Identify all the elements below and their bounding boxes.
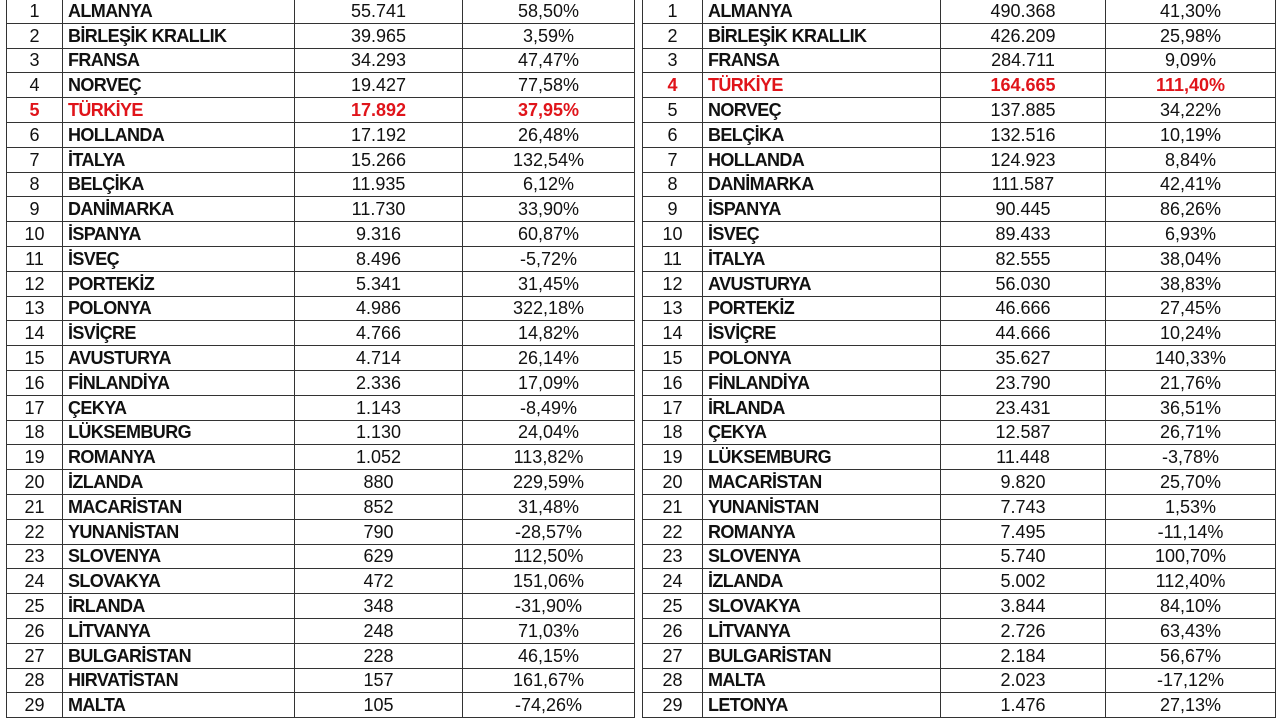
country-cell: İTALYA: [63, 147, 295, 172]
table-row: [7, 693, 635, 718]
country-cell: LÜKSEMBURG: [63, 420, 295, 445]
country-cell: İSVEÇ: [63, 246, 295, 271]
table-row: [643, 370, 1276, 395]
count-cell: 284.711: [941, 48, 1106, 73]
count-cell: 4.766: [295, 321, 463, 346]
rank-cell: 4: [643, 73, 703, 98]
rank-cell: 12: [643, 271, 703, 296]
count-cell: 12.587: [941, 420, 1106, 445]
table-row: [643, 544, 1276, 569]
table-row: [7, 470, 635, 495]
count-cell: 1.130: [295, 420, 463, 445]
country-cell: İSVEÇ: [703, 222, 941, 247]
rank-cell: 18: [643, 420, 703, 445]
count-cell: 472: [295, 569, 463, 594]
table-row: [7, 197, 635, 222]
count-cell: 164.665: [941, 73, 1106, 98]
table-row: [643, 618, 1276, 643]
change-cell: 77,58%: [463, 73, 635, 98]
count-cell: 23.790: [941, 370, 1106, 395]
rank-cell: 2: [7, 23, 63, 48]
change-cell: 38,04%: [1106, 246, 1276, 271]
count-cell: 17.192: [295, 122, 463, 147]
count-cell: 9.820: [941, 470, 1106, 495]
count-cell: 1.143: [295, 395, 463, 420]
change-cell: 111,40%: [1106, 73, 1276, 98]
table-row: [7, 618, 635, 643]
change-cell: 42,41%: [1106, 172, 1276, 197]
change-cell: 38,83%: [1106, 271, 1276, 296]
rank-cell: 26: [643, 618, 703, 643]
country-cell: İSVİÇRE: [63, 321, 295, 346]
count-cell: 629: [295, 544, 463, 569]
count-cell: 39.965: [295, 23, 463, 48]
change-cell: -3,78%: [1106, 445, 1276, 470]
rank-cell: 24: [643, 569, 703, 594]
rank-cell: 14: [643, 321, 703, 346]
country-cell: İTALYA: [703, 246, 941, 271]
table-row: [643, 222, 1276, 247]
count-cell: 90.445: [941, 197, 1106, 222]
country-cell: İZLANDA: [63, 470, 295, 495]
table-row: [643, 147, 1276, 172]
right-ranking-table: [642, 0, 1275, 718]
change-cell: 6,12%: [463, 172, 635, 197]
count-cell: 3.844: [941, 594, 1106, 619]
count-cell: 55.741: [295, 0, 463, 23]
country-cell: İSPANYA: [703, 197, 941, 222]
country-cell: LETONYA: [703, 693, 941, 718]
change-cell: -74,26%: [463, 693, 635, 718]
table-row: [643, 197, 1276, 222]
count-cell: 105: [295, 693, 463, 718]
country-cell: NORVEÇ: [703, 98, 941, 123]
count-cell: 11.935: [295, 172, 463, 197]
count-cell: 11.448: [941, 445, 1106, 470]
count-cell: 56.030: [941, 271, 1106, 296]
table-row: [643, 172, 1276, 197]
rank-cell: 19: [7, 445, 63, 470]
country-cell: LÜKSEMBURG: [703, 445, 941, 470]
table-row: [643, 246, 1276, 271]
change-cell: 71,03%: [463, 618, 635, 643]
count-cell: 5.002: [941, 569, 1106, 594]
country-cell: HIRVATİSTAN: [63, 668, 295, 693]
country-cell: ALMANYA: [703, 0, 941, 23]
change-cell: -11,14%: [1106, 519, 1276, 544]
change-cell: 56,67%: [1106, 643, 1276, 668]
country-cell: BULGARİSTAN: [63, 643, 295, 668]
rank-cell: 11: [643, 246, 703, 271]
change-cell: 47,47%: [463, 48, 635, 73]
table-row: [7, 271, 635, 296]
table-row: [643, 0, 1276, 23]
rank-cell: 17: [643, 395, 703, 420]
change-cell: -8,49%: [463, 395, 635, 420]
table-row: [7, 643, 635, 668]
country-cell: İSVİÇRE: [703, 321, 941, 346]
count-cell: 137.885: [941, 98, 1106, 123]
table-row: [643, 98, 1276, 123]
rank-cell: 20: [7, 470, 63, 495]
count-cell: 880: [295, 470, 463, 495]
count-cell: 348: [295, 594, 463, 619]
change-cell: 26,48%: [463, 122, 635, 147]
right-table-body: [643, 0, 1276, 718]
change-cell: 8,84%: [1106, 147, 1276, 172]
country-cell: MALTA: [703, 668, 941, 693]
table-row: [7, 395, 635, 420]
change-cell: 31,48%: [463, 494, 635, 519]
country-cell: İZLANDA: [703, 569, 941, 594]
count-cell: 111.587: [941, 172, 1106, 197]
change-cell: 3,59%: [463, 23, 635, 48]
rank-cell: 28: [7, 668, 63, 693]
change-cell: 24,04%: [463, 420, 635, 445]
country-cell: ROMANYA: [703, 519, 941, 544]
country-cell: FRANSA: [703, 48, 941, 73]
table-row: [7, 246, 635, 271]
rank-cell: 19: [643, 445, 703, 470]
change-cell: 10,24%: [1106, 321, 1276, 346]
count-cell: 7.495: [941, 519, 1106, 544]
table-row: [7, 0, 635, 23]
rank-cell: 28: [643, 668, 703, 693]
rank-cell: 13: [7, 296, 63, 321]
count-cell: 1.052: [295, 445, 463, 470]
count-cell: 132.516: [941, 122, 1106, 147]
change-cell: 132,54%: [463, 147, 635, 172]
change-cell: 322,18%: [463, 296, 635, 321]
rank-cell: 29: [7, 693, 63, 718]
rank-cell: 7: [7, 147, 63, 172]
change-cell: 112,50%: [463, 544, 635, 569]
table-row: [7, 668, 635, 693]
country-cell: İSPANYA: [63, 222, 295, 247]
country-cell: İRLANDA: [63, 594, 295, 619]
change-cell: 41,30%: [1106, 0, 1276, 23]
table-row: [7, 594, 635, 619]
count-cell: 89.433: [941, 222, 1106, 247]
table-row: [643, 122, 1276, 147]
change-cell: 21,76%: [1106, 370, 1276, 395]
change-cell: 27,45%: [1106, 296, 1276, 321]
rank-cell: 24: [7, 569, 63, 594]
table-row: [643, 48, 1276, 73]
rank-cell: 7: [643, 147, 703, 172]
left-ranking-table: [6, 0, 634, 718]
country-cell: POLONYA: [63, 296, 295, 321]
rank-cell: 1: [7, 0, 63, 23]
country-cell: DANİMARKA: [63, 197, 295, 222]
count-cell: 9.316: [295, 222, 463, 247]
rank-cell: 21: [643, 494, 703, 519]
count-cell: 11.730: [295, 197, 463, 222]
rank-cell: 26: [7, 618, 63, 643]
table-row: [7, 519, 635, 544]
rank-cell: 14: [7, 321, 63, 346]
count-cell: 790: [295, 519, 463, 544]
change-cell: 58,50%: [463, 0, 635, 23]
rank-cell: 9: [643, 197, 703, 222]
table-row: [7, 544, 635, 569]
count-cell: 34.293: [295, 48, 463, 73]
change-cell: -17,12%: [1106, 668, 1276, 693]
change-cell: 26,14%: [463, 346, 635, 371]
table-row: [643, 23, 1276, 48]
country-cell: TÜRKİYE: [63, 98, 295, 123]
country-cell: ÇEKYA: [703, 420, 941, 445]
rank-cell: 4: [7, 73, 63, 98]
change-cell: 33,90%: [463, 197, 635, 222]
country-cell: ROMANYA: [63, 445, 295, 470]
country-cell: TÜRKİYE: [703, 73, 941, 98]
change-cell: -31,90%: [463, 594, 635, 619]
country-cell: BİRLEŞİK KRALLIK: [703, 23, 941, 48]
count-cell: 8.496: [295, 246, 463, 271]
count-cell: 124.923: [941, 147, 1106, 172]
rank-cell: 6: [643, 122, 703, 147]
count-cell: 490.368: [941, 0, 1106, 23]
country-cell: POLONYA: [703, 346, 941, 371]
table-row: [7, 445, 635, 470]
change-cell: 37,95%: [463, 98, 635, 123]
table-row: [7, 222, 635, 247]
change-cell: 25,70%: [1106, 470, 1276, 495]
count-cell: 2.336: [295, 370, 463, 395]
table-row: [643, 321, 1276, 346]
change-cell: 113,82%: [463, 445, 635, 470]
country-cell: SLOVAKYA: [63, 569, 295, 594]
country-cell: ÇEKYA: [63, 395, 295, 420]
country-cell: SLOVAKYA: [703, 594, 941, 619]
table-row: [643, 519, 1276, 544]
rank-cell: 16: [643, 370, 703, 395]
change-cell: 36,51%: [1106, 395, 1276, 420]
rank-cell: 1: [643, 0, 703, 23]
rank-cell: 27: [643, 643, 703, 668]
country-cell: YUNANİSTAN: [703, 494, 941, 519]
change-cell: 6,93%: [1106, 222, 1276, 247]
count-cell: 2.023: [941, 668, 1106, 693]
country-cell: AVUSTURYA: [63, 346, 295, 371]
country-cell: MACARİSTAN: [63, 494, 295, 519]
rank-cell: 27: [7, 643, 63, 668]
country-cell: DANİMARKA: [703, 172, 941, 197]
table-row: [643, 445, 1276, 470]
table-row: [7, 172, 635, 197]
table-row: [643, 693, 1276, 718]
country-cell: AVUSTURYA: [703, 271, 941, 296]
change-cell: 14,82%: [463, 321, 635, 346]
table-row: [7, 370, 635, 395]
country-cell: MACARİSTAN: [703, 470, 941, 495]
rank-cell: 20: [643, 470, 703, 495]
country-cell: ALMANYA: [63, 0, 295, 23]
country-cell: MALTA: [63, 693, 295, 718]
rank-cell: 5: [643, 98, 703, 123]
rank-cell: 22: [643, 519, 703, 544]
count-cell: 426.209: [941, 23, 1106, 48]
change-cell: 27,13%: [1106, 693, 1276, 718]
rank-cell: 23: [7, 544, 63, 569]
rank-cell: 15: [7, 346, 63, 371]
table-row: [7, 569, 635, 594]
change-cell: 140,33%: [1106, 346, 1276, 371]
table-row: [643, 420, 1276, 445]
rank-cell: 9: [7, 197, 63, 222]
rank-cell: 12: [7, 271, 63, 296]
rank-cell: 2: [643, 23, 703, 48]
count-cell: 5.341: [295, 271, 463, 296]
table-row: [7, 122, 635, 147]
table-row: [7, 321, 635, 346]
table-row: [7, 346, 635, 371]
count-cell: 7.743: [941, 494, 1106, 519]
table-row: [7, 147, 635, 172]
country-cell: BELÇİKA: [703, 122, 941, 147]
table-row: [7, 73, 635, 98]
country-cell: FİNLANDİYA: [63, 370, 295, 395]
country-cell: PORTEKİZ: [63, 271, 295, 296]
count-cell: 2.726: [941, 618, 1106, 643]
change-cell: 1,53%: [1106, 494, 1276, 519]
rank-cell: 8: [643, 172, 703, 197]
rank-cell: 25: [643, 594, 703, 619]
country-cell: YUNANİSTAN: [63, 519, 295, 544]
count-cell: 4.986: [295, 296, 463, 321]
rank-cell: 15: [643, 346, 703, 371]
change-cell: 86,26%: [1106, 197, 1276, 222]
count-cell: 17.892: [295, 98, 463, 123]
country-cell: LİTVANYA: [63, 618, 295, 643]
country-cell: BİRLEŞİK KRALLIK: [63, 23, 295, 48]
count-cell: 4.714: [295, 346, 463, 371]
country-cell: İRLANDA: [703, 395, 941, 420]
change-cell: 17,09%: [463, 370, 635, 395]
count-cell: 35.627: [941, 346, 1106, 371]
count-cell: 46.666: [941, 296, 1106, 321]
left-table-body: [7, 0, 635, 718]
count-cell: 44.666: [941, 321, 1106, 346]
table-row: [7, 420, 635, 445]
change-cell: 9,09%: [1106, 48, 1276, 73]
table-row: [643, 494, 1276, 519]
change-cell: 46,15%: [463, 643, 635, 668]
change-cell: 60,87%: [463, 222, 635, 247]
country-cell: NORVEÇ: [63, 73, 295, 98]
rank-cell: 29: [643, 693, 703, 718]
count-cell: 228: [295, 643, 463, 668]
rank-cell: 8: [7, 172, 63, 197]
rank-cell: 21: [7, 494, 63, 519]
change-cell: -5,72%: [463, 246, 635, 271]
change-cell: 34,22%: [1106, 98, 1276, 123]
table-row: [7, 23, 635, 48]
count-cell: 852: [295, 494, 463, 519]
table-row: [643, 668, 1276, 693]
table-row: [643, 643, 1276, 668]
count-cell: 248: [295, 618, 463, 643]
rank-cell: 18: [7, 420, 63, 445]
table-row: [7, 494, 635, 519]
rank-cell: 6: [7, 122, 63, 147]
rank-cell: 5: [7, 98, 63, 123]
count-cell: 15.266: [295, 147, 463, 172]
rank-cell: 11: [7, 246, 63, 271]
change-cell: 31,45%: [463, 271, 635, 296]
country-cell: BULGARİSTAN: [703, 643, 941, 668]
country-cell: SLOVENYA: [703, 544, 941, 569]
country-cell: SLOVENYA: [63, 544, 295, 569]
country-cell: PORTEKİZ: [703, 296, 941, 321]
count-cell: 82.555: [941, 246, 1106, 271]
change-cell: 63,43%: [1106, 618, 1276, 643]
count-cell: 157: [295, 668, 463, 693]
rank-cell: 16: [7, 370, 63, 395]
table-row: [7, 48, 635, 73]
change-cell: 84,10%: [1106, 594, 1276, 619]
table-row: [643, 395, 1276, 420]
table-row: [7, 296, 635, 321]
rank-cell: 23: [643, 544, 703, 569]
country-cell: HOLLANDA: [703, 147, 941, 172]
rank-cell: 3: [7, 48, 63, 73]
table-row: [643, 73, 1276, 98]
table-row: [643, 346, 1276, 371]
rank-cell: 25: [7, 594, 63, 619]
change-cell: 229,59%: [463, 470, 635, 495]
change-cell: 26,71%: [1106, 420, 1276, 445]
change-cell: 112,40%: [1106, 569, 1276, 594]
table-row: [643, 594, 1276, 619]
rank-cell: 10: [7, 222, 63, 247]
change-cell: 151,06%: [463, 569, 635, 594]
count-cell: 23.431: [941, 395, 1106, 420]
country-cell: BELÇİKA: [63, 172, 295, 197]
country-cell: FİNLANDİYA: [703, 370, 941, 395]
rank-cell: 22: [7, 519, 63, 544]
change-cell: -28,57%: [463, 519, 635, 544]
rank-cell: 13: [643, 296, 703, 321]
country-cell: HOLLANDA: [63, 122, 295, 147]
rank-cell: 10: [643, 222, 703, 247]
rank-cell: 3: [643, 48, 703, 73]
table-row: [643, 569, 1276, 594]
country-cell: FRANSA: [63, 48, 295, 73]
change-cell: 25,98%: [1106, 23, 1276, 48]
table-row: [7, 98, 635, 123]
change-cell: 100,70%: [1106, 544, 1276, 569]
count-cell: 1.476: [941, 693, 1106, 718]
table-row: [643, 271, 1276, 296]
rank-cell: 17: [7, 395, 63, 420]
table-row: [643, 296, 1276, 321]
change-cell: 161,67%: [463, 668, 635, 693]
change-cell: 10,19%: [1106, 122, 1276, 147]
country-cell: LİTVANYA: [703, 618, 941, 643]
count-cell: 5.740: [941, 544, 1106, 569]
count-cell: 19.427: [295, 73, 463, 98]
table-row: [643, 470, 1276, 495]
count-cell: 2.184: [941, 643, 1106, 668]
